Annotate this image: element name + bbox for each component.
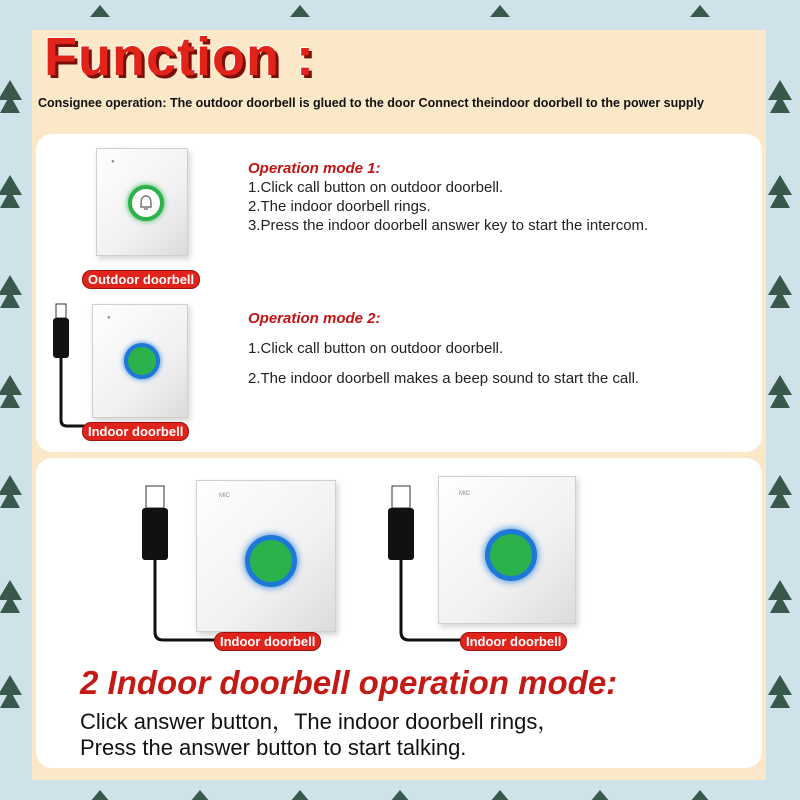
indoor-mode-title: 2 Indoor doorbell operation mode: [80, 664, 618, 701]
indoor-doorbell-label-right: Indoor doorbell [460, 632, 567, 651]
mode2-step-2: 2.The indoor doorbell makes a beep sound to start the call. [248, 370, 640, 387]
answer-button-icon-right [485, 529, 537, 581]
call-button-icon [128, 185, 164, 221]
answer-button-icon-left [245, 535, 297, 587]
indoor-doorbell-device-right: MIC [438, 476, 576, 624]
page-title: Function : [44, 27, 315, 87]
indoor-doorbell-label: Indoor doorbell [82, 422, 189, 441]
outdoor-doorbell-label: Outdoor doorbell [82, 270, 200, 289]
mode2-step-1: 1.Click call button on outdoor doorbell. [248, 340, 504, 357]
answer-button-icon [124, 343, 160, 379]
mode1-step-2: 2.The indoor doorbell rings. [248, 198, 431, 215]
mode1-title: Operation mode 1: [248, 160, 381, 177]
indoor-doorbell-label-left: Indoor doorbell [214, 632, 321, 651]
indoor-doorbell-device: ● [92, 304, 188, 418]
mode2-title: Operation mode 2: [248, 310, 381, 327]
subtitle: Consignee operation: The outdoor doorbell is glued to the door Connect theindoor doorbell to the power supply [38, 96, 704, 110]
mode1-step-1: 1.Click call button on outdoor doorbell. [248, 179, 504, 196]
indoor-mode-line-1: Click answer button，The indoor doorbell rings， [80, 709, 560, 734]
indoor-mode-line-2: Press the answer button to start talking. [80, 735, 467, 760]
mode1-step-3: 3.Press the indoor doorbell answer key to start the intercom. [248, 217, 649, 234]
indoor-doorbell-device-left: MIC [196, 480, 336, 632]
outdoor-doorbell-device: ● [96, 148, 188, 256]
